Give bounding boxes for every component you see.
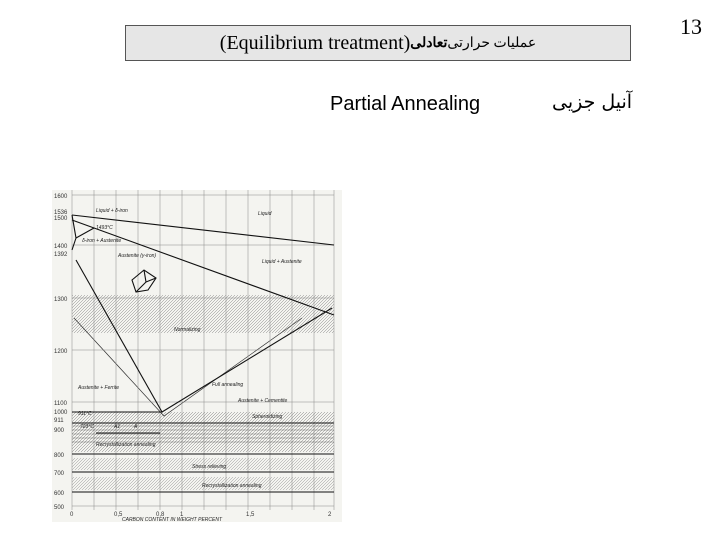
y-tick-1536: 1536 [54, 210, 68, 216]
label-recrystallization-2: Recrystallization annealing [202, 483, 262, 489]
label-a: A [134, 424, 138, 430]
y-tick-1600: 1600 [54, 194, 68, 200]
y-tick-1100: 1100 [54, 401, 67, 407]
x-tick-1-5: 1,5 [246, 512, 255, 518]
label-delta-austenite: δ-iron + Austenite [82, 238, 122, 244]
y-tick-800: 800 [54, 453, 65, 459]
x-tick-0-5: 0,5 [114, 512, 123, 518]
label-normalizing: Normalizing [174, 327, 201, 333]
label-a1: A1 [114, 424, 121, 430]
label-spheroidizing: Spheroidizing [252, 414, 283, 420]
y-tick-1392: 1392 [54, 252, 68, 258]
y-tick-1000: 1000 [54, 410, 68, 416]
x-axis-label: CARBON CONTENT IN WEIGHT PERCENT [122, 517, 223, 522]
slide-number: 13 [680, 14, 702, 39]
label-liquid-austenite: Liquid + Austenite [262, 259, 302, 265]
y-tick-1500: 1500 [54, 216, 68, 222]
x-tick-0-8: 0,8 [156, 512, 165, 518]
subtitle-english: Partial Annealing [330, 93, 481, 115]
label-full-annealing: Full annealing [212, 382, 244, 388]
label-austenite-cementite: Austenite + Cementite [238, 398, 288, 404]
x-tick-0: 0 [70, 512, 74, 518]
y-tick-600: 600 [54, 491, 65, 497]
label-liquid-delta: Liquid + δ-iron [96, 208, 128, 214]
title-persian-bold: تعادلی [410, 35, 448, 51]
y-tick-1200: 1200 [54, 349, 68, 355]
title-persian: عملیات حرارتی [447, 35, 537, 51]
label-liquid: Liquid [258, 211, 272, 217]
y-tick-500: 500 [54, 505, 65, 511]
y-tick-900: 900 [54, 428, 65, 434]
label-recrystallization-1: Recrystallization annealing [96, 442, 156, 448]
x-tick-2: 2 [328, 512, 332, 518]
label-austenite-ferrite: Austenite + Ferrite [78, 385, 119, 391]
label-temp-723: 723°C [80, 424, 94, 430]
y-tick-1400: 1400 [54, 244, 68, 250]
subtitle-persian: آنیل جزیی [552, 91, 633, 113]
y-tick-700: 700 [54, 471, 65, 477]
x-tick-1: 1 [180, 512, 184, 518]
title-english: (Equilibrium treatment) [219, 31, 411, 54]
iron-carbon-phase-diagram [52, 190, 342, 522]
slide-title [125, 25, 631, 61]
y-tick-911: 911 [54, 418, 64, 424]
label-temp-911: 911°C [78, 411, 92, 417]
label-austenite: Austenite (γ-iron) [118, 253, 157, 259]
y-tick-1300: 1300 [54, 297, 68, 303]
label-temp-1493: 1493°C [96, 225, 113, 231]
label-stress-relieving: Stress relieving [192, 464, 227, 470]
